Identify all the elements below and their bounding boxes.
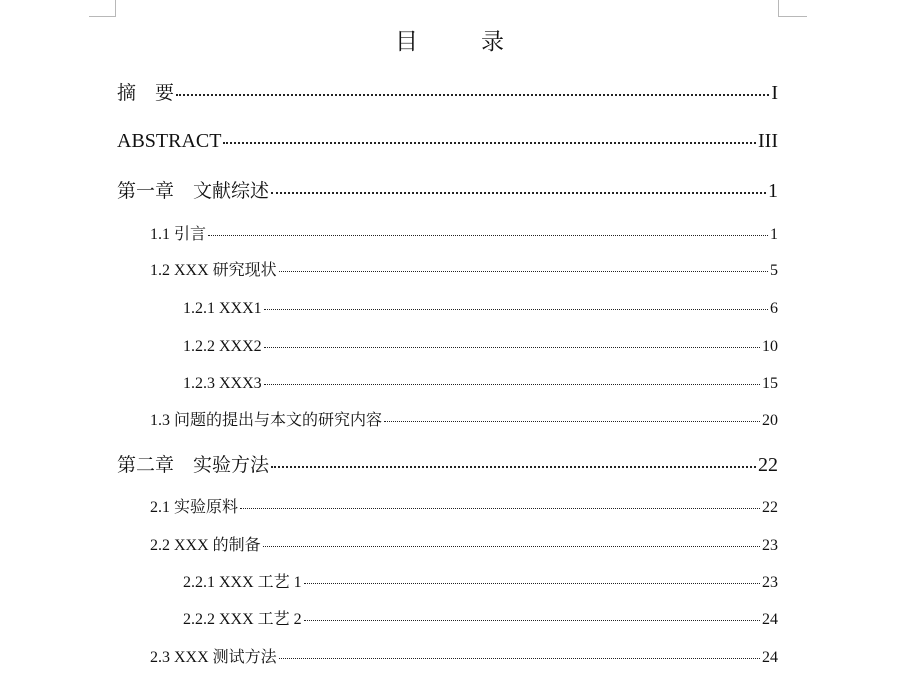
toc-entry-section-1-1[interactable]: [150, 223, 778, 247]
toc-dot-leader: [208, 235, 768, 236]
toc-entry-page: 20: [762, 412, 778, 429]
toc-entry-label: 1.1 引言: [150, 226, 207, 243]
toc-entry-page: III: [758, 130, 778, 152]
toc-entry-page: 24: [762, 611, 778, 628]
margin-mark-left: [89, 0, 116, 17]
toc-entry-label: 2.2 XXX 的制备: [150, 537, 261, 554]
toc-entry-label: 2.2.2 XXX 工艺 2: [183, 611, 302, 628]
toc-entry-page: 1: [770, 226, 778, 243]
toc-entry-section-2-2[interactable]: [150, 534, 778, 558]
toc-entry-label: 1.2.3 XXX3: [183, 375, 262, 392]
toc-dot-leader: [271, 466, 756, 468]
toc-entry-page: 10: [762, 338, 778, 355]
toc-dot-leader: [176, 94, 769, 96]
toc-dot-leader: [304, 583, 760, 584]
toc-dot-leader: [223, 142, 756, 144]
toc-entry-page: 6: [770, 300, 778, 317]
toc-dot-leader: [264, 384, 760, 385]
toc-entry-label: 1.3 问题的提出与本文的研究内容: [150, 412, 383, 429]
toc-entry-page: 1: [768, 180, 778, 202]
toc-entry-section-1-2[interactable]: [150, 259, 778, 283]
toc-entry-label: 第一章 文献综述: [117, 180, 270, 202]
toc-entry-chapter-2[interactable]: [117, 451, 778, 479]
toc-entry-label: 1.2 XXX 研究现状: [150, 262, 277, 279]
toc-entry-page: 22: [762, 499, 778, 516]
toc-title: 目 录: [395, 29, 524, 54]
toc-entry-section-1-2-3[interactable]: [183, 372, 778, 396]
toc-dot-leader: [271, 192, 766, 194]
toc-entry-section-2-3[interactable]: [150, 646, 778, 670]
toc-entry-section-1-3[interactable]: [150, 409, 778, 433]
toc-dot-leader: [384, 421, 760, 422]
toc-dot-leader: [304, 620, 760, 621]
toc-entry-page: 5: [770, 262, 778, 279]
toc-dot-leader: [263, 546, 760, 547]
toc-entry-page: 15: [762, 375, 778, 392]
toc-entry-abstract-cn[interactable]: [117, 79, 778, 107]
toc-entry-section-2-2-2[interactable]: [183, 608, 778, 632]
toc-entry-label: 1.2.1 XXX1: [183, 300, 262, 317]
toc-dot-leader: [279, 658, 760, 659]
toc-dot-leader: [264, 309, 768, 310]
toc-entry-section-1-2-2[interactable]: [183, 335, 778, 359]
toc-entry-label: 1.2.2 XXX2: [183, 338, 262, 355]
toc-entry-section-1-2-1[interactable]: [183, 297, 778, 321]
toc-entry-section-2-1[interactable]: [150, 496, 778, 520]
toc-entry-abstract-en[interactable]: [117, 127, 778, 155]
toc-entry-page: 22: [758, 454, 778, 476]
toc-dot-leader: [240, 508, 760, 509]
toc-entry-page: 23: [762, 537, 778, 554]
toc-entry-label: 2.3 XXX 测试方法: [150, 649, 277, 666]
toc-dot-leader: [264, 347, 760, 348]
toc-entry-label: 2.2.1 XXX 工艺 1: [183, 574, 302, 591]
toc-entry-page: 23: [762, 574, 778, 591]
toc-entry-label: 第二章 实验方法: [117, 454, 270, 476]
toc-entry-chapter-1[interactable]: [117, 177, 778, 205]
toc-entry-label: ABSTRACT: [117, 130, 222, 152]
margin-mark-right: [778, 0, 807, 17]
toc-entry-page: I: [771, 82, 778, 104]
toc-entry-section-2-2-1[interactable]: [183, 571, 778, 595]
toc-entry-label: 2.1 实验原料: [150, 499, 239, 516]
toc-entry-label: 摘 要: [117, 82, 175, 104]
toc-dot-leader: [279, 271, 768, 272]
toc-entry-page: 24: [762, 649, 778, 666]
